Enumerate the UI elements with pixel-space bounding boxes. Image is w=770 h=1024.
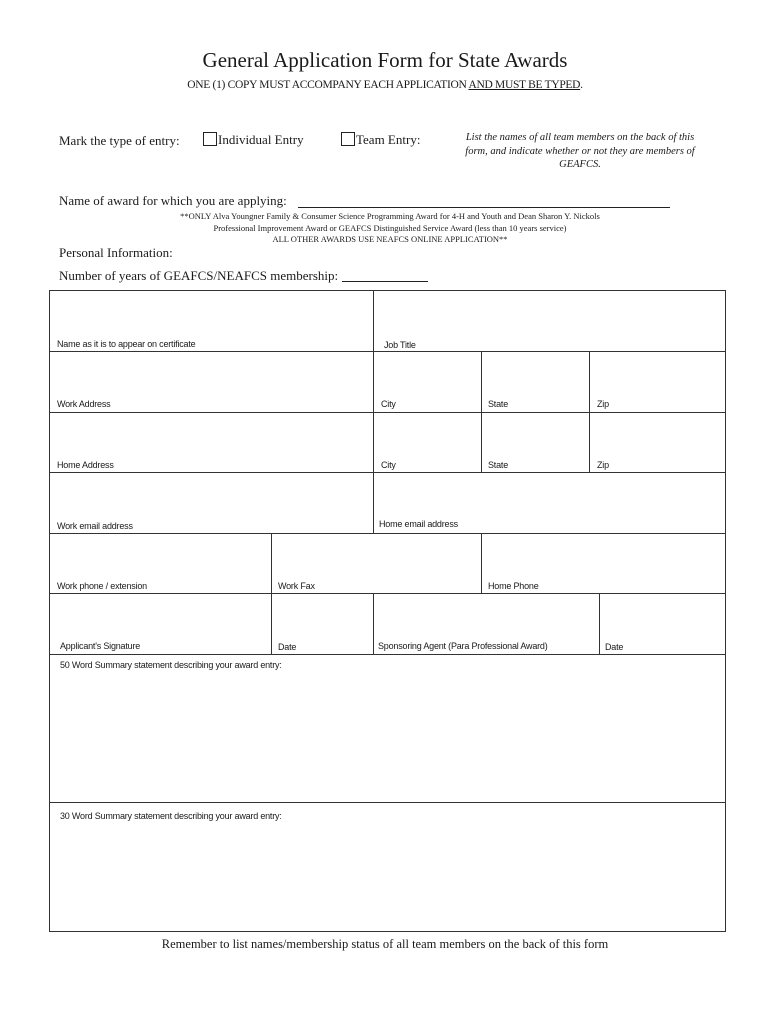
copy-instruction (0, 79, 770, 91)
home-email-field[interactable]: Home email address (379, 519, 458, 529)
team-note-line-2: form, and indicate whether or not they are members of (465, 145, 695, 157)
col-divider (589, 351, 590, 472)
award-name-label: Name of award for which you are applying: (59, 193, 287, 208)
row-divider (50, 533, 725, 534)
team-note-line-3: GEAFCS. (559, 159, 601, 170)
col-divider (481, 533, 482, 593)
work-city-field[interactable]: City (381, 399, 396, 409)
applicant-date-field[interactable]: Date (278, 642, 297, 652)
job-title-field[interactable]: Job Title (384, 340, 416, 350)
row-divider (50, 593, 725, 594)
home-zip-field[interactable]: Zip (597, 460, 609, 470)
application-form-grid (49, 290, 726, 932)
sponsor-date-field[interactable]: Date (605, 642, 624, 652)
row-divider (50, 472, 725, 473)
form-title: General Application Form for State Awards (202, 48, 568, 72)
award-note-line-1: **ONLY Alva Youngner Family & Consumer Science Programming Award for 4-H and Youth and Dean Sharon Y. Nickols (180, 211, 600, 221)
home-address-field[interactable]: Home Address (57, 460, 114, 470)
team-entry-option[interactable] (341, 132, 420, 148)
home-city-field[interactable]: City (381, 460, 396, 470)
entry-type-label: Mark the type of entry: (59, 133, 180, 148)
work-email-field[interactable]: Work email address (57, 521, 133, 531)
individual-entry-label: Individual Entry (218, 132, 304, 147)
home-state-field[interactable]: State (488, 460, 509, 470)
team-entry-label: Team Entry: (356, 132, 421, 147)
copy-instruction-period: . (580, 79, 583, 91)
col-divider (271, 533, 272, 654)
individual-entry-option[interactable] (203, 132, 304, 148)
team-reminder: Remember to list names/membership status of all team members on the back of this form (161, 937, 609, 951)
work-phone-field[interactable]: Work phone / extension (57, 581, 147, 591)
work-zip-field[interactable]: Zip (597, 399, 609, 409)
membership-years-label: Number of years of GEAFCS/NEAFCS membership: (59, 268, 339, 283)
col-divider (481, 351, 482, 472)
sponsoring-agent-field[interactable]: Sponsoring Agent (Para Professional Award) (378, 641, 548, 651)
membership-years-input[interactable] (342, 281, 428, 282)
award-name-input[interactable] (298, 207, 670, 208)
home-phone-field[interactable]: Home Phone (488, 581, 539, 591)
copy-instruction-text: ONE (1) COPY MUST ACCOMPANY EACH APPLICATION (187, 79, 469, 91)
team-entry-checkbox[interactable] (341, 132, 355, 146)
work-address-field[interactable]: Work Address (57, 399, 111, 409)
col-divider (599, 593, 600, 654)
col-divider (373, 291, 374, 351)
work-state-field[interactable]: State (488, 399, 509, 409)
col-divider (373, 351, 374, 533)
summary-50-word-field[interactable]: 50 Word Summary statement describing your award entry: (60, 660, 282, 670)
award-note-line-2: Professional Improvement Award or GEAFCS Distinguished Service Award (less than 10 years service) (213, 222, 567, 233)
team-members-note (460, 131, 700, 172)
row-divider (50, 351, 725, 352)
personal-info-heading: Personal Information: (59, 245, 173, 260)
row-divider (50, 412, 725, 413)
applicant-signature-field[interactable]: Applicant's Signature (60, 641, 141, 651)
col-divider (373, 593, 374, 654)
individual-entry-checkbox[interactable] (203, 132, 217, 146)
award-note-line-3: ALL OTHER AWARDS USE NEAFCS ONLINE APPLICATION** (272, 234, 508, 244)
summary-30-word-field[interactable]: 30 Word Summary statement describing your award entry: (60, 811, 282, 821)
row-divider (50, 654, 725, 655)
award-eligibility-note (100, 211, 680, 246)
membership-years-row (59, 268, 428, 284)
typed-requirement: AND MUST BE TYPED (468, 79, 581, 91)
name-certificate-field[interactable]: Name as it is to appear on certificate (57, 339, 196, 349)
team-note-line-1: List the names of all team members on the back of this (465, 132, 695, 143)
work-fax-field[interactable]: Work Fax (278, 581, 315, 591)
row-divider (50, 802, 725, 803)
